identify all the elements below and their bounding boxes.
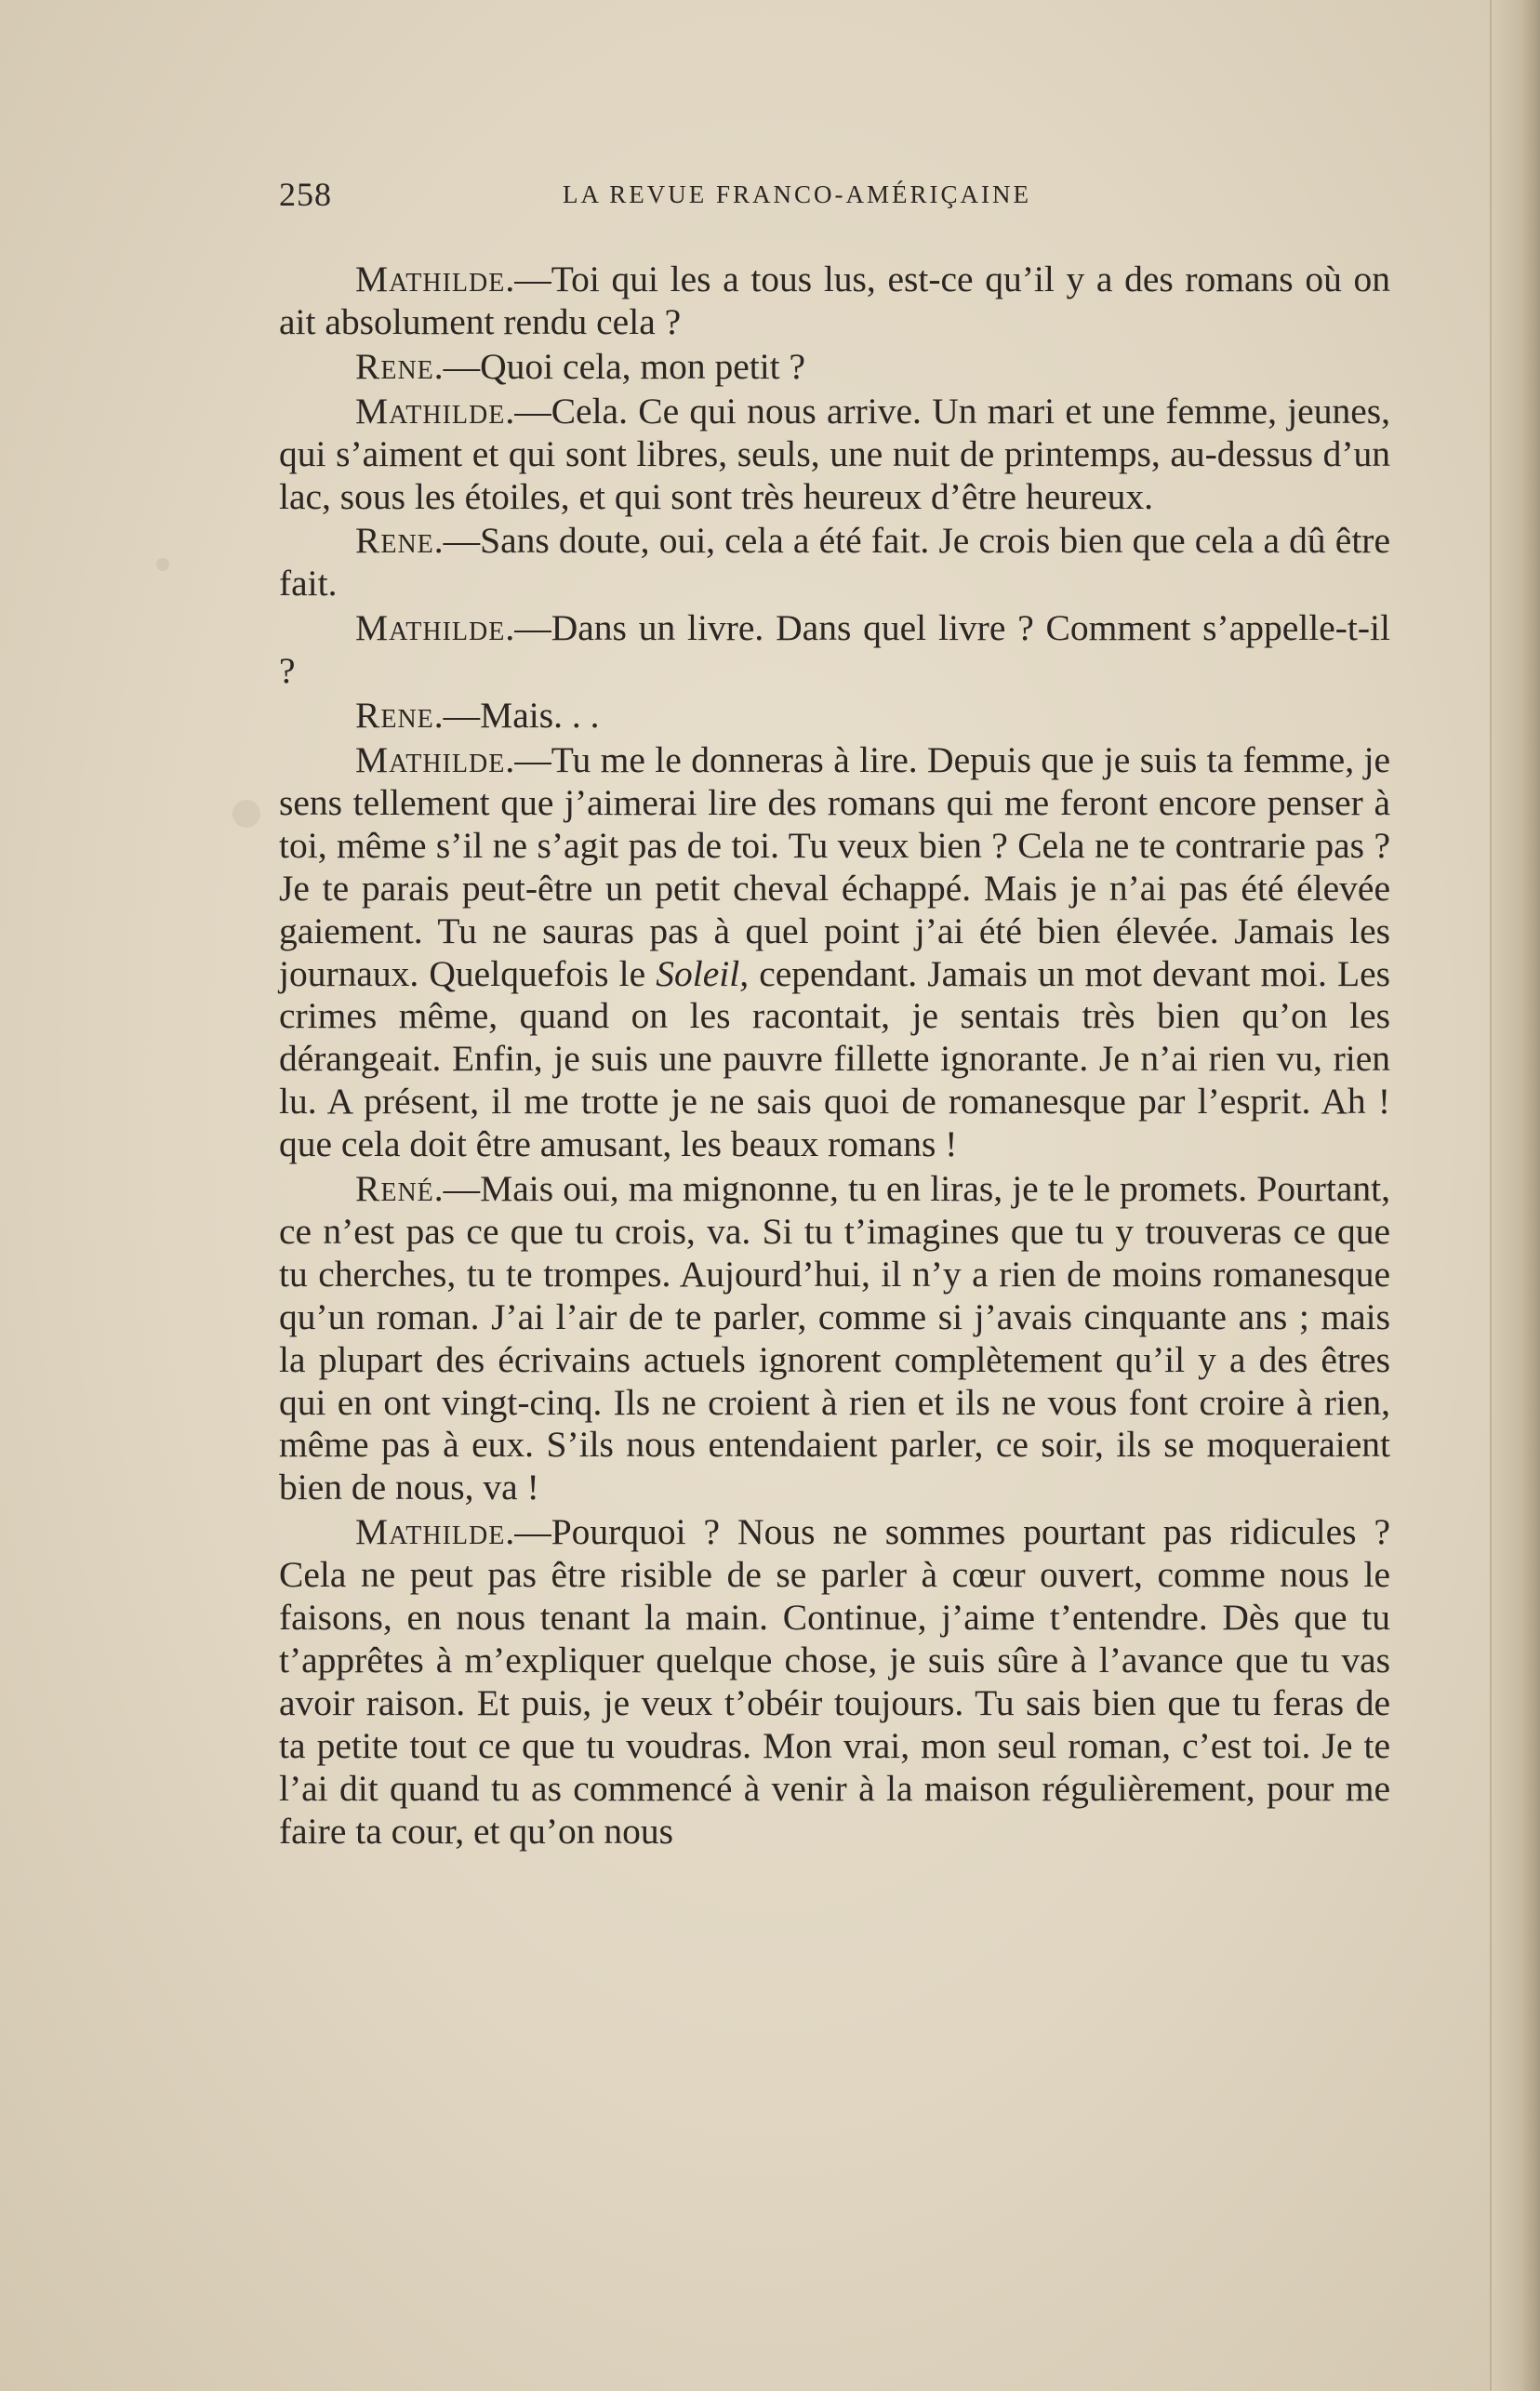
paragraph-text: .—Tu me le donneras à lire. Depuis que je suis ta femme, je sens tellement que j’aimerai lire des romans qui me feront encore penser à toi, même s’il ne s’agit pas de toi. Tu veux bien ? Cela ne te contrarie pas ? Je te parais peut-être un petit cheval échappé. Mais je n’ai pas été élevée gaiement. Tu ne sauras pas à quel point j’ai été bien élevée. Jamais les journaux. Quelquefois le [279, 738, 1390, 994]
paragraph [279, 739, 1390, 1166]
paragraph [279, 520, 1390, 605]
paragraph-text: .—Mais oui, ma mignonne, tu en liras, je te le promets. Pourtant, ce n’est pas ce que tu crois, va. Si tu t’imagines que tu y trouveras ce que tu cherches, tu te trompes. Aujourd’hui, il n’y a rien de moins romanesque qu’un roman. J’ai l’air de te parler, comme si j’avais cinquante ans ; mais la plupart des écrivains actuels ignorent complètement qu’il y a des êtres qui en ont vingt-cinq. Ils ne croient à rien et ils ne vous font croire à rien, même pas à eux. S’ils nous entendaient parler, ce soir, ils se moqueraient bien de nous, va ! [279, 1168, 1390, 1508]
speaker-name: Mathilde [355, 1511, 506, 1553]
paragraph [279, 607, 1390, 693]
page-edge [1490, 0, 1540, 2391]
paragraph [279, 391, 1390, 519]
speaker-name: Mathilde [355, 259, 506, 299]
speaker-name: Rene [355, 520, 434, 562]
paragraph [279, 695, 1390, 737]
body-text [279, 259, 1390, 1853]
newspaper-title: Soleil, [656, 952, 750, 994]
paragraph [279, 1168, 1390, 1509]
speaker-name: Mathilde [355, 607, 506, 649]
paragraph-text: .—Pourquoi ? Nous ne sommes pourtant pas ridicules ? Cela ne peut pas être risible de se parler à cœur ouvert, comme nous le faisons, en nous tenant la main. Continue, j’aime t’entendre. Dès que tu t’apprêtes à m’expliquer quelque chose, je suis sûre à l’avance que tu vas avoir raison. Et puis, je veux t’obéir toujours. Tu sais bien que tu feras de ta petite tout ce que tu voudras. Mon vrai, mon seul roman, c’est toi. Je te l’ai dit quand tu as commencé à venir à la maison régulièrement, pour me faire ta cour, et qu’on nous [279, 1511, 1390, 1852]
paragraph-text: .—Cela. Ce qui nous arrive. Un mari et une femme, jeunes, qui s’aiment et qui sont libres, seuls, une nuit de printemps, au-dessus d’un lac, sous les étoiles, et qui sont très heureux d’être heureux. [279, 390, 1390, 517]
speaker-name: Rene [355, 695, 434, 737]
paragraph [279, 346, 1390, 389]
paragraph-text: .—Quoi cela, mon petit ? [433, 345, 806, 387]
paragraph-text: cependant. Jamais un mot devant moi. Les crimes même, quand on les racontait, je sentais très bien qu’on les dérangeait. Enfin, je suis une pauvre fillette ignorante. Je n’ai rien vu, rien lu. A présent, il me trotte je ne sais quoi de romanesque par l’esprit. Ah ! que cela doit être amusant, les beaux romans ! [279, 952, 1391, 1165]
paragraph-text: .—Dans un livre. Dans quel livre ? Comment s’appelle-t-il ? [279, 607, 1390, 692]
speaker-name: Mathilde [355, 738, 506, 780]
paragraph [279, 259, 1390, 344]
page-header [279, 175, 1390, 221]
speaker-name: Mathilde [355, 390, 506, 432]
paragraph-text: .—Mais. . . [433, 695, 600, 737]
paragraph [279, 1511, 1390, 1853]
paragraph-text: .—Sans doute, oui, cela a été fait. Je crois bien que cela a dû être fait. [279, 520, 1390, 604]
page-number: 258 [279, 176, 332, 213]
paragraph-text: .—Toi qui les a tous lus, est-ce qu’il y a des romans où on ait absolument rendu cela ? [279, 259, 1390, 342]
speaker-name: René [355, 1168, 434, 1210]
paper-stain [156, 558, 169, 571]
speaker-name: Rene [355, 345, 434, 387]
paper-stain [232, 800, 260, 828]
running-head: LA REVUE FRANCO-AMÉRIÇAINE [563, 180, 1032, 208]
